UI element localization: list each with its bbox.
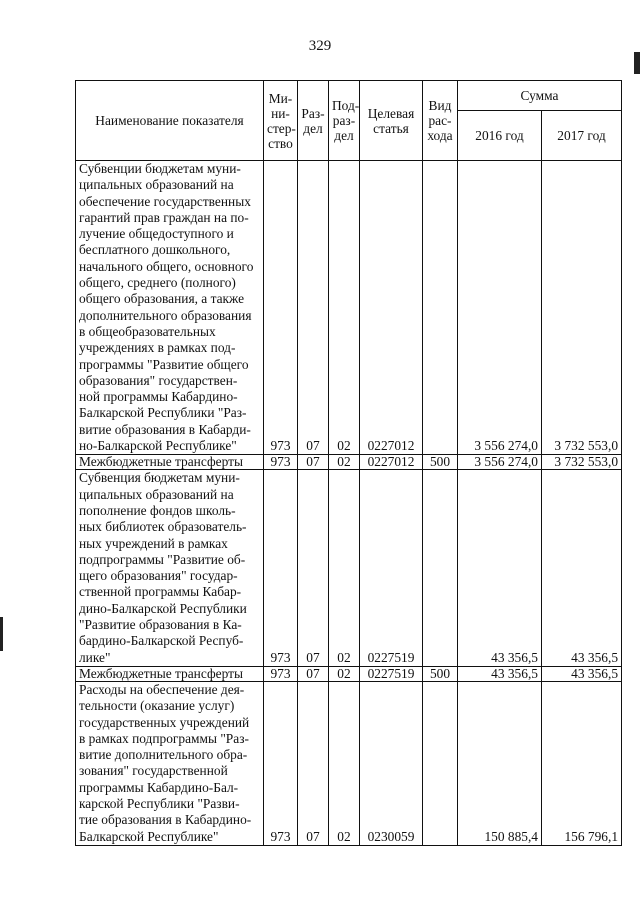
- row-ministry: 973: [264, 470, 298, 667]
- row-sum-2016: 150 885,4: [458, 681, 542, 845]
- table-row: [76, 161, 622, 455]
- header-year-2016: 2016 год: [458, 111, 542, 161]
- row-sum-2017: 156 796,1: [542, 681, 622, 845]
- row-sum-2017: 43 356,5: [542, 470, 622, 667]
- row-section: 07: [298, 470, 329, 667]
- row-kind: [423, 470, 458, 667]
- header-section: Раз- дел: [298, 81, 329, 161]
- row-name: Межбюджетные трансферты: [76, 666, 264, 681]
- row-target: 0227012: [360, 455, 423, 470]
- row-kind: [423, 161, 458, 455]
- row-target: 0230059: [360, 681, 423, 845]
- row-name: Расходы на обеспечение дея- тельности (оказание услуг) государственных учреждений в рамках подпрограммы "Раз- витие дополнительного обра- зования" государственной программы Кабардино-Бал- карской Республики "Разви- тие образования в Кабардино- Балкарской Республике": [76, 681, 264, 845]
- header-name: Наименование показателя: [76, 81, 264, 161]
- row-sum-2017: 3 732 553,0: [542, 455, 622, 470]
- row-target: 0227012: [360, 161, 423, 455]
- table-row: [76, 455, 622, 470]
- table-row: [76, 470, 622, 667]
- row-section: 07: [298, 161, 329, 455]
- header-year-2017: 2017 год: [542, 111, 622, 161]
- row-subsection: 02: [329, 161, 360, 455]
- row-target: 0227519: [360, 470, 423, 667]
- row-sum-2017: 43 356,5: [542, 666, 622, 681]
- row-ministry: 973: [264, 681, 298, 845]
- header-kind: Вид рас- хода: [423, 81, 458, 161]
- row-subsection: 02: [329, 470, 360, 667]
- row-section: 07: [298, 666, 329, 681]
- row-subsection: 02: [329, 681, 360, 845]
- row-name: Субвенции бюджетам муни- ципальных образований на обеспечение государственных гарантий прав граждан на по- лучение общедоступного и бесплатного дошкольного, начального общего, основного общего, среднего (полного) общего образования, а также дополнительного образования в общеобразовательных учреждениях в рамках под- программы "Развитие общего образования" государствен- ной программы Кабардино- Балкарской Республики "Раз- витие образования в Кабарди- но-Балкарской Республике": [76, 161, 264, 455]
- header-ministry: Ми- ни- стер- ство: [264, 81, 298, 161]
- row-kind: [423, 681, 458, 845]
- row-section: 07: [298, 681, 329, 845]
- header-sum: Сумма: [458, 81, 622, 111]
- row-section: 07: [298, 455, 329, 470]
- row-name: Субвенция бюджетам муни- ципальных образований на пополнение фондов школь- ных библиотек образователь- ных учреждений в рамках подпрограммы "Развитие об- щего образования" государ- ственной программы Кабар- дино-Балкарской Республики "Развитие образования в Ка- бардино-Балкарской Респуб- лике": [76, 470, 264, 667]
- row-sum-2016: 3 556 274,0: [458, 161, 542, 455]
- row-name: Межбюджетные трансферты: [76, 455, 264, 470]
- row-sum-2016: 3 556 274,0: [458, 455, 542, 470]
- row-target: 0227519: [360, 666, 423, 681]
- table-row: [76, 666, 622, 681]
- row-ministry: 973: [264, 666, 298, 681]
- row-kind: 500: [423, 455, 458, 470]
- row-sum-2016: 43 356,5: [458, 666, 542, 681]
- header-target: Целевая статья: [360, 81, 423, 161]
- row-subsection: 02: [329, 666, 360, 681]
- table-row: [76, 681, 622, 845]
- budget-table: [75, 80, 622, 846]
- scan-edge-mark-bottom: [0, 617, 3, 651]
- row-sum-2017: 3 732 553,0: [542, 161, 622, 455]
- row-sum-2016: 43 356,5: [458, 470, 542, 667]
- row-kind: 500: [423, 666, 458, 681]
- row-ministry: 973: [264, 161, 298, 455]
- scan-edge-mark-top: [634, 52, 640, 74]
- page-number: 329: [308, 38, 332, 54]
- row-subsection: 02: [329, 455, 360, 470]
- row-ministry: 973: [264, 455, 298, 470]
- header-subsection: Под- раз- дел: [329, 81, 360, 161]
